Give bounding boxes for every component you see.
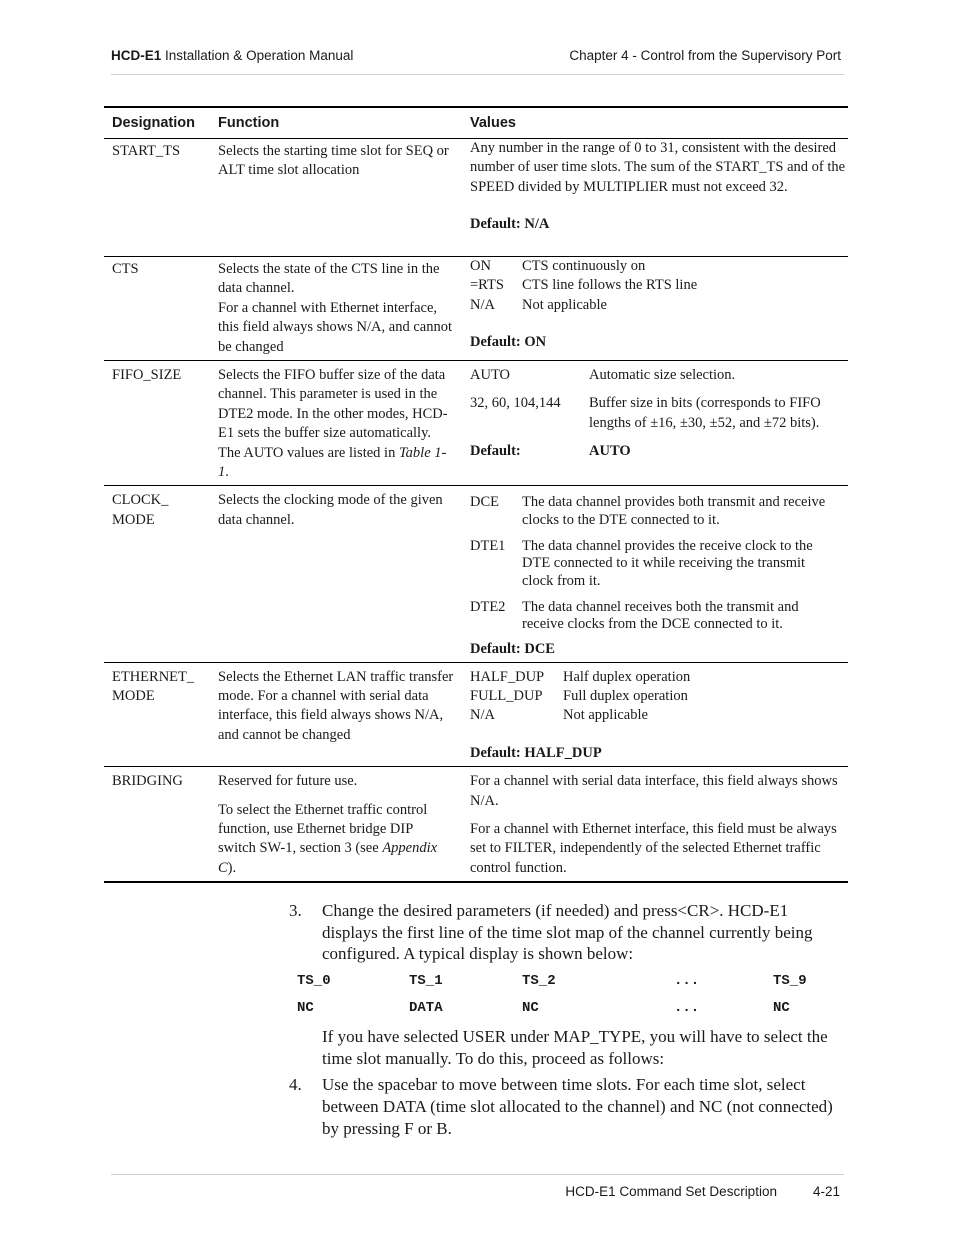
timeslot-label: TS_9 [773,973,807,989]
procedure-steps [289,900,844,965]
options-list [470,257,840,315]
table-row-clock-mode [104,486,848,662]
default-value: Default: ON [470,334,547,351]
default-row [470,442,840,461]
designation-cell: CLOCK_ MODE [104,486,210,662]
appendix-reference: Appendix C [218,840,438,876]
option-key: =RTS [470,277,504,294]
timeslot-value: NC [773,1000,790,1016]
option-desc: The data channel provides the receive clock to the DTE connected to it while receiving the transmit clock from it. [522,538,813,589]
option-desc: Not applicable [522,296,607,313]
timeslot-ellipsis: ... [674,1000,700,1016]
manual-title-bold: HCD-E1 [111,48,162,63]
timeslot-label: TS_0 [297,973,331,989]
manual-selection-note [289,1026,844,1069]
option-key: DCE [470,494,499,511]
function-cell: Selects the Ethernet LAN traffic transfer mode. For a channel with serial data interface, this field always shows N/A, and cannot be changed [210,662,462,767]
option-key: ON [470,258,491,274]
function-text: Reserved for future use. [218,773,358,790]
option-key: N/A [470,707,495,724]
values-cell [462,361,848,486]
option-key: 32, 60, 104,144 [470,395,561,412]
section-title: HCD-E1 Command Set Description [565,1184,777,1199]
function-cell [210,767,462,883]
timeslot-label: TS_2 [522,973,556,989]
step-4 [289,1074,844,1139]
option-desc: The data channel receives both the transmit and receive clocks from the DCE connected to it. [522,598,799,633]
values-cell [462,257,848,361]
step-number: 3. [289,901,302,920]
function-cell [210,257,462,361]
function-cell: Selects the clocking mode of the given data channel. [210,486,462,662]
designation-cell: START_TS [104,139,210,257]
designation-cell: FIFO_SIZE [104,361,210,486]
option-desc: Half duplex operation [563,668,691,685]
note-text: If you have selected USER under MAP_TYPE, you will have to select the time slot manually. To do this, proceed as follows: [322,1027,828,1068]
values-text: For a channel with serial data interface, this field always shows N/A. [470,773,838,809]
table-row-bridging [104,767,848,883]
option-desc: The data channel provides both transmit and receive clocks to the DTE connected to it. [522,494,826,528]
values-text: Any number in the range of 0 to 31, consistent with the desired number of user time slots. The sum of the START_TS and of the SPEED divided by MULTIPLIER must not exceed 32. [470,140,846,195]
step-text: Use the spacebar to move between time slots. For each time slot, select between DATA (time slot allocated to the channel) and NC (not connected) by pressing F or B. [322,1075,833,1138]
default-value: Default: N/A [470,216,550,233]
function-note-end: ). [227,859,237,876]
table-reference: Table 1-1 [218,444,447,481]
footer-text [565,1184,840,1199]
table-header-row [104,107,848,139]
col-header-function: Function [210,107,462,139]
values-text: For a channel with Ethernet interface, this field must be always set to FILTER, independently of the selected Ethernet traffic control function. [470,820,837,876]
default-value: Default: DCE [470,640,555,657]
options-list [470,494,840,633]
option-key: DTE1 [470,538,506,555]
option-desc: Full duplex operation [563,687,688,704]
designation-cell: CTS [104,257,210,361]
step-number: 4. [289,1075,302,1095]
manual-title [111,48,353,63]
function-text: Selects the FIFO buffer size of the data channel. This parameter is used in the DTE2 mode. In the other modes, HCD-E1 sets the buffer size automatically. The AUTO values are listed in [218,367,448,461]
designation-cell: BRIDGING [104,767,210,883]
values-cell [462,139,848,257]
table-row-ethernet-mode [104,662,848,767]
option-desc: CTS line follows the RTS line [522,277,698,294]
table-row-fifo-size [104,361,848,486]
function-note-text: To select the Ethernet traffic control function, use Ethernet bridge DIP switch SW-1, section 3 (see [218,801,428,857]
function-cell [210,361,462,486]
option-key: N/A [470,296,495,313]
option-key: FULL_DUP [470,687,543,704]
page-footer [111,1174,844,1199]
option-desc: Buffer size in bits (corresponds to FIFO lengths of ±16, ±30, ±52, and ±72 bits). [589,395,821,431]
function-cell: Selects the starting time slot for SEQ or ALT time slot allocation [210,139,462,257]
function-note [218,801,454,879]
step-3 [289,900,844,965]
timeslot-value: DATA [409,1000,443,1016]
function-text-end: . [225,464,229,481]
col-header-designation: Designation [104,107,210,139]
options-list [470,668,840,726]
function-text: Selects the state of the CTS line in the data channel. [218,261,440,297]
table-row-cts [104,257,848,361]
values-cell [462,767,848,883]
table-row-start-ts [104,139,848,257]
timeslot-ellipsis: ... [674,973,700,989]
option-desc: Automatic size selection. [589,367,736,384]
step-text: Change the desired parameters (if needed) and press<CR>. HCD-E1 displays the first line of the time slot map of the channel currently being configured. A typical display is shown below: [322,901,813,964]
default-label: Default: [470,443,521,460]
option-key: AUTO [470,367,511,384]
designation-cell: ETHERNET_ MODE [104,662,210,767]
manual-title-rest: Installation & Operation Manual [161,48,354,63]
default-value: Default: HALF_DUP [470,744,602,761]
options-list [470,366,840,433]
page-header [111,48,844,75]
option-desc: Not applicable [563,707,648,724]
parameter-table [104,106,848,883]
page-number: 4-21 [812,1184,840,1199]
values-cell [462,486,848,662]
timeslot-value: NC [522,1000,539,1016]
timeslot-label: TS_1 [409,973,443,989]
values-cell [462,662,848,767]
col-header-values: Values [462,107,848,139]
timeslot-value: NC [297,1000,314,1016]
option-key: DTE2 [470,598,506,615]
option-desc: CTS continuously on [522,258,646,274]
default-value: AUTO [589,443,631,460]
function-note: For a channel with Ethernet interface, this field always shows N/A, and cannot be changed [218,299,452,355]
chapter-title: Chapter 4 - Control from the Supervisory Port [569,48,841,63]
procedure-continued [289,1026,844,1140]
option-key: HALF_DUP [470,668,545,685]
